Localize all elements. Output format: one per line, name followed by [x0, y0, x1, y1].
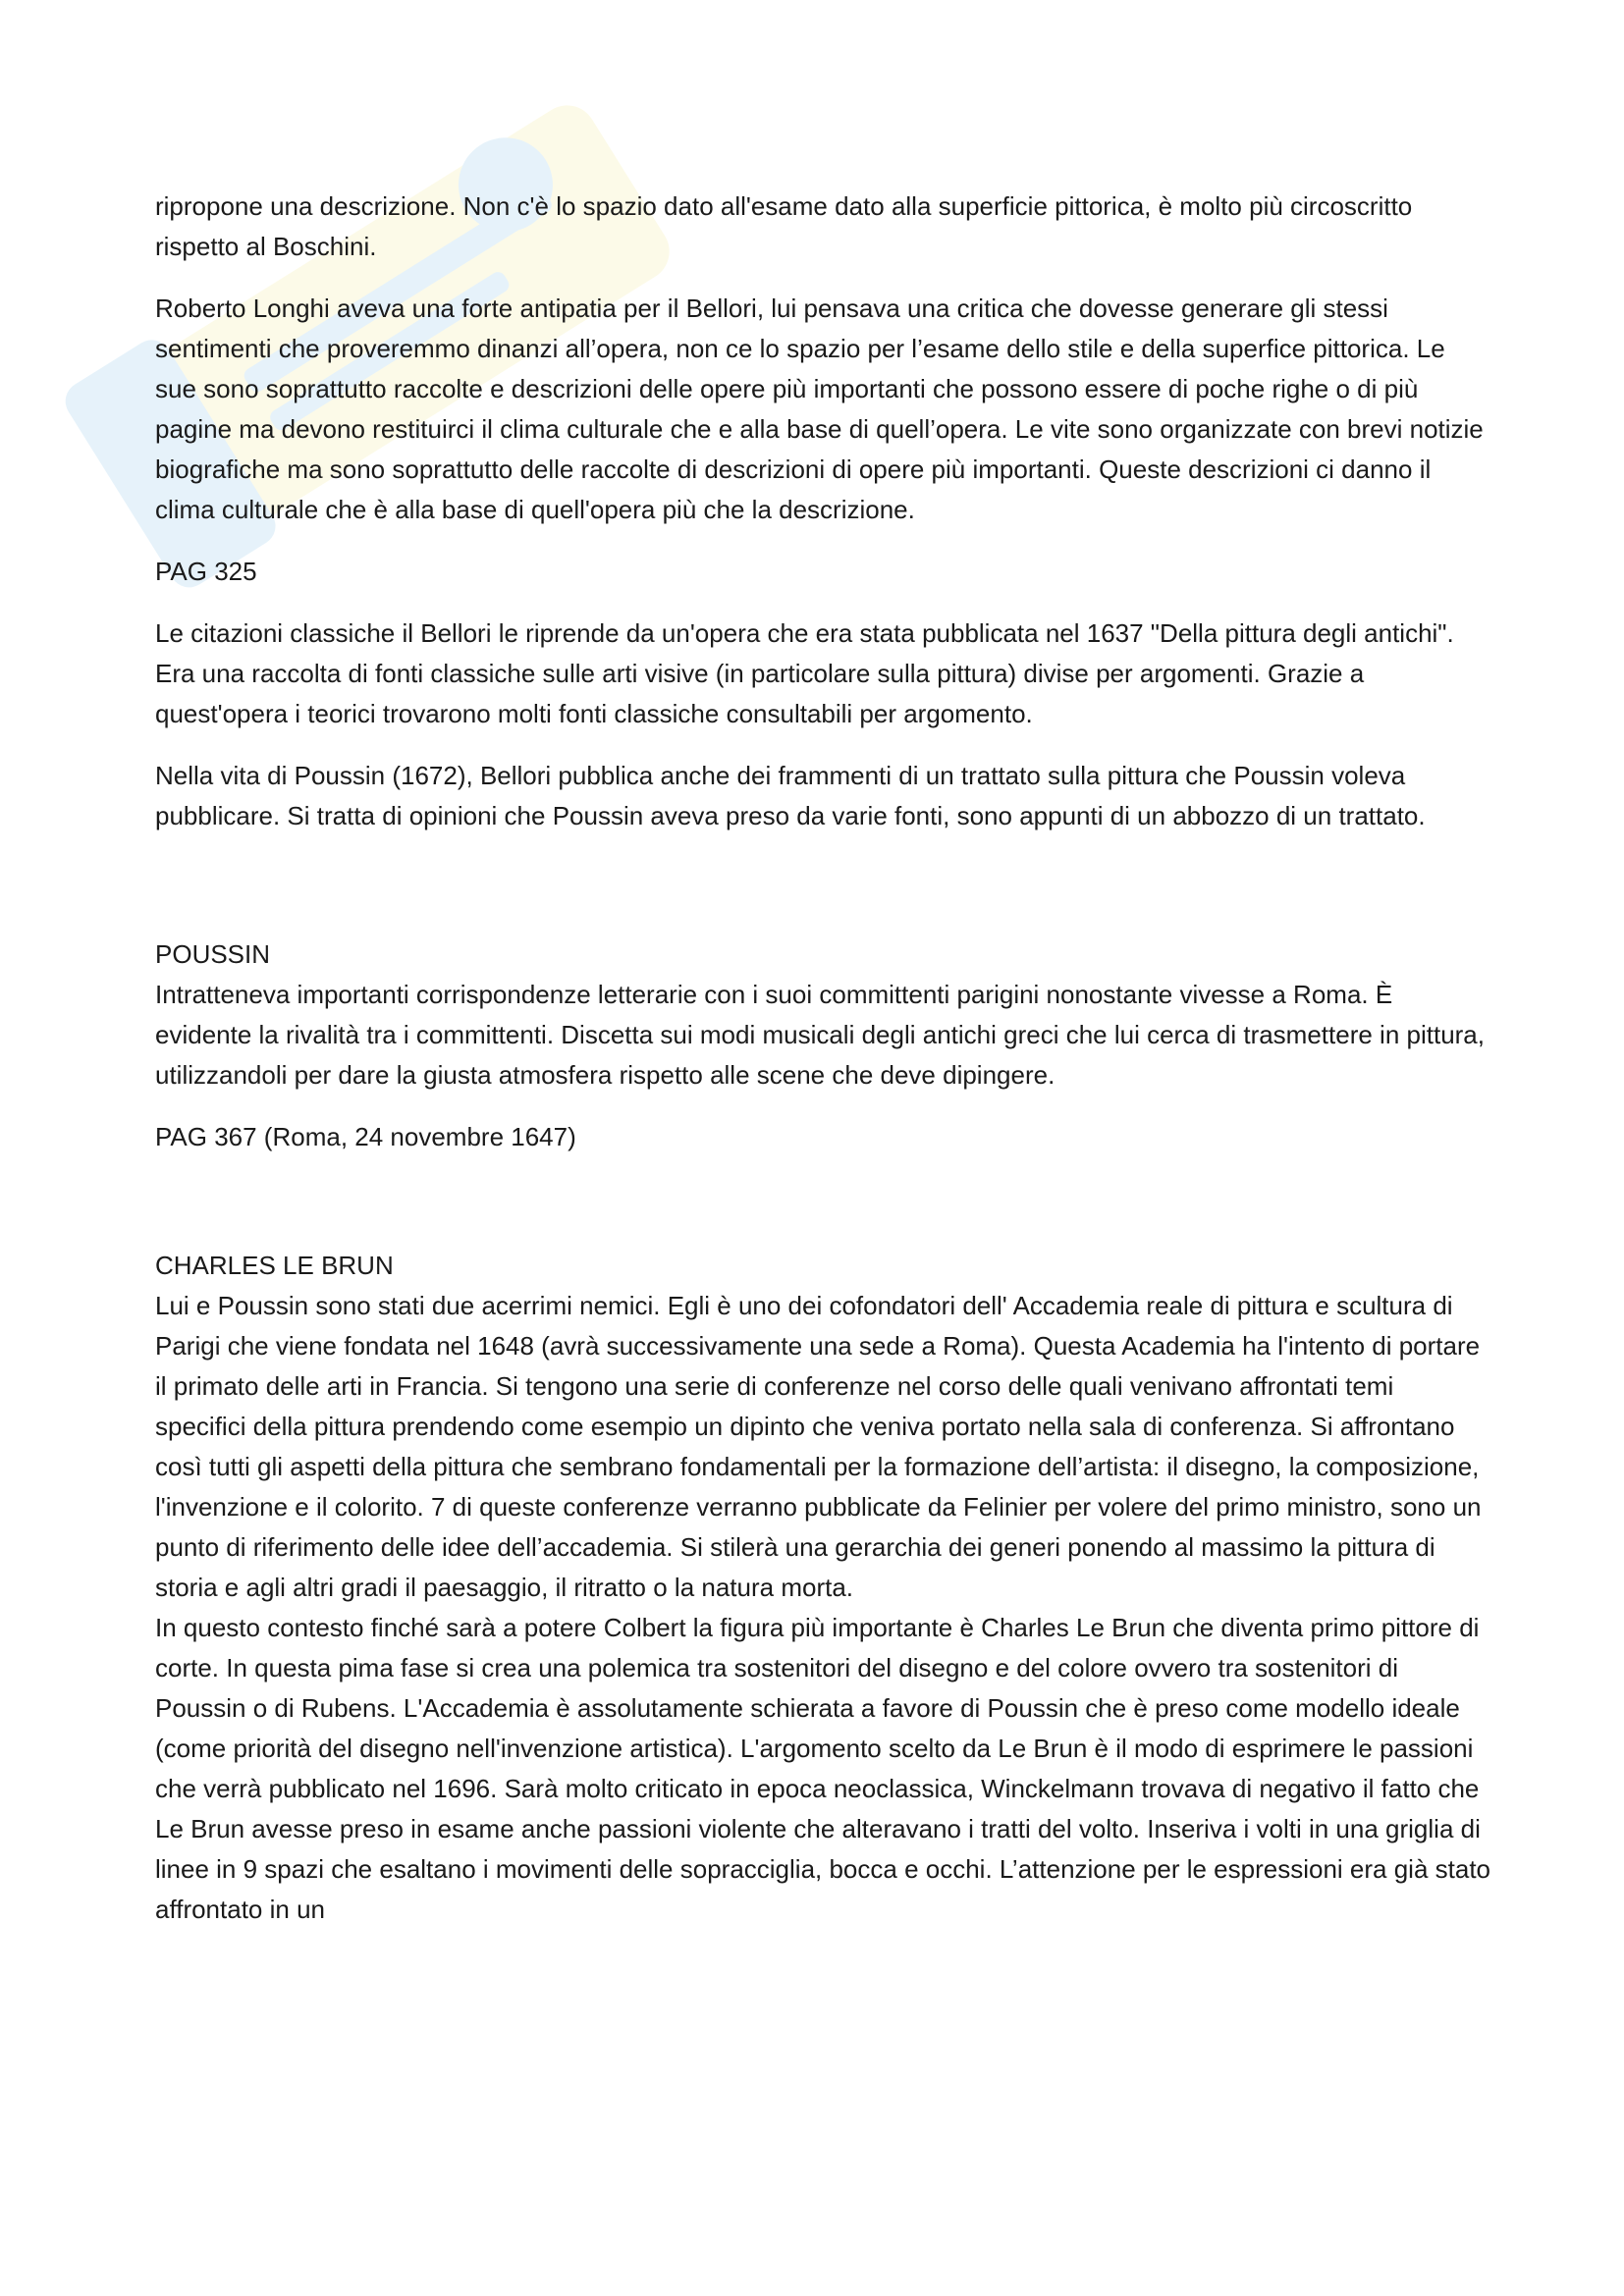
paragraph-poussin: Intratteneva importanti corrispondenze letterarie con i suoi committenti parigini nonostante vivesse a Roma. È evidente la rivalità tra i committenti. Discetta sui modi musicali degli antichi greci che lui cerca di trasmettere in pittura, utilizzandoli per dare la giusta atmosfera rispetto alle scene che deve dipingere.: [155, 980, 1485, 1090]
paragraph-lebrun: Lui e Poussin sono stati due acerrimi nemici. Egli è uno dei cofondatori dell' Accademia reale di pittura e scultura di Parigi che viene fondata nel 1648 (avrà successivamente una sede a Roma). Questa Academia ha l'intento di portare il primato delle arti in Francia. Si tengono una serie di conferenze nel corso delle quali venivano affrontati temi specifici della pittura prendendo come esempio un dipinto che veniva portato nella sala di conferenza. Si affrontano così tutti gli aspetti della pittura che sembrano fondamentali per la formazione dell’artista: il disegno, la composizione, l'invenzione e il colorito. 7 di queste conferenze verranno pubblicate da Felinier per volere del primo ministro, sono un punto di riferimento delle idee dell’accademia. Si stilerà una gerarchia dei generi ponendo al massimo la pittura di storia e agli altri gradi il paesaggio, il ritratto o la natura morta.: [155, 1291, 1482, 1602]
document-body: [155, 187, 1490, 1930]
page-reference: PAG 367 (Roma, 24 novembre 1647): [155, 1122, 576, 1151]
section-heading-poussin: POUSSIN: [155, 939, 271, 969]
paragraph-intro: ripropone una descrizione. Non c'è lo spazio dato all'esame dato alla superficie pittorica, è molto più circoscritto rispetto al Boschini.: [155, 191, 1413, 261]
paragraph-citazioni: Le citazioni classiche il Bellori le riprende da un'opera che era stata pubblicata nel 1637 "Della pittura degli antichi". Era una raccolta di fonti classiche sulle arti visive (in particolare sulla pittura) divise per argomenti. Grazie a quest'opera i teorici trovarono molti fonti classiche consultabili per argomento.: [155, 618, 1454, 728]
page-reference: PAG 325: [155, 557, 257, 586]
paragraph-poussin-vita: Nella vita di Poussin (1672), Bellori pubblica anche dei frammenti di un trattato sulla pittura che Poussin voleva pubblicare. Si tratta di opinioni che Poussin aveva preso da varie fonti, sono appunti di un abbozzo di un trattato.: [155, 761, 1426, 830]
paragraph-colbert: In questo contesto finché sarà a potere Colbert la figura più importante è Charles Le Brun che diventa primo pittore di corte. In questa pima fase si crea una polemica tra sostenitori del disegno e del colore ovvero tra sostenitori di Poussin o di Rubens. L'Accademia è assolutamente schierata a favore di Poussin che è preso come modello ideale (come priorità del disegno nell'invenzione artistica). L'argomento scelto da Le Brun è il modo di esprimere le passioni che verrà pubblicato nel 1696. Sarà molto criticato in epoca neoclassica, Winckelmann trovava di negativo il fatto che Le Brun avesse preso in esame anche passioni violente che alteravano i tratti del volto. Inseriva i volti in una griglia di linee in 9 spazi che esaltano i movimenti delle sopracciglia, bocca e occhi. L’attenzione per le espressioni era già stato affrontato in un: [155, 1613, 1490, 1924]
paragraph-longhi: Roberto Longhi aveva una forte antipatia per il Bellori, lui pensava una critica che dovesse generare gli stessi sentimenti che proveremmo dinanzi all’opera, non ce lo spazio per l’esame dello stile e della superfice pittorica. Le sue sono soprattutto raccolte e descrizioni delle opere più importanti che possono essere di poche righe o di più pagine ma devono restituirci il clima culturale che e alla base di quell’opera. Le vite sono organizzate con brevi notizie biografiche ma sono soprattutto delle raccolte di descrizioni di opere più importanti. Queste descrizioni ci danno il clima culturale che è alla base di quell'opera più che la descrizione.: [155, 294, 1484, 524]
section-heading-lebrun: CHARLES LE BRUN: [155, 1251, 394, 1280]
